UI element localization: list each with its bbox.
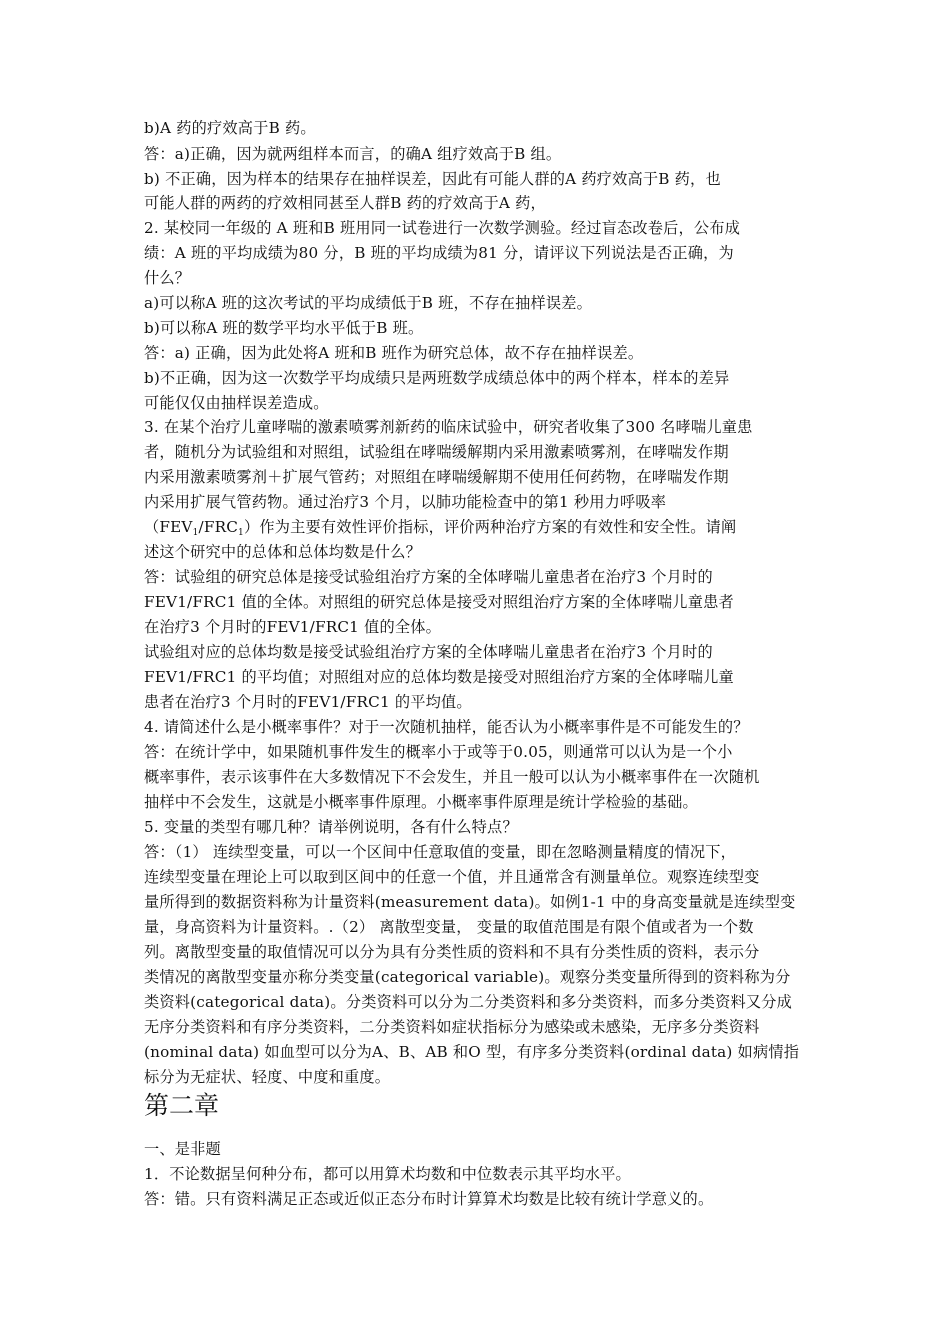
text-line: 内采用扩展气管药物。通过治疗3 个月，以肺功能检查中的第1 秒用力呼吸率 bbox=[144, 493, 667, 511]
text-line: 绩：A 班的平均成绩为80 分，B 班的平均成绩为81 分，请评议下列说法是否正确，为 bbox=[144, 244, 734, 262]
text-line: 列。离散型变量的取值情况可以分为具有分类性质的资料和不具有分类性质的资料，表示分 bbox=[144, 943, 760, 961]
text-line: 抽样中不会发生，这就是小概率事件原理。小概率事件原理是统计学检验的基础。 bbox=[144, 793, 698, 811]
fev-prefix: （FEV bbox=[144, 518, 193, 536]
text-line: 答：试验组的研究总体是接受试验组治疗方案的全体哮喘儿童患者在治疗3 个月时的 bbox=[144, 568, 713, 586]
chapter-heading: 第二章 bbox=[144, 1091, 220, 1120]
text-line: 在治疗3 个月时的FEV1/FRC1 值的全体。 bbox=[144, 618, 441, 636]
text-line: 答：（1） 连续型变量，可以一个区间中任意取值的变量，即在忽略测量精度的情况下， bbox=[144, 843, 737, 861]
text-line: 类情况的离散型变量亦称分类变量(categorical variable)。观察分类变量所得到的资料称为分 bbox=[144, 968, 791, 986]
text-line: 什么？ bbox=[144, 269, 191, 287]
text-line: (nominal data) 如血型可以分为A、B、AB 和O 型，有序多分类资料(ordinal data) 如病情指 bbox=[144, 1043, 800, 1061]
text-line: b) 不正确，因为样本的结果存在抽样误差，因此有可能人群的A 药疗效高于B 药，也 bbox=[144, 170, 721, 188]
text-line: 量所得到的数据资料称为计量资料(measurement data)。如例1-1 中的身高变量就是连续型变 bbox=[144, 893, 796, 911]
frc-subscript: 1 bbox=[238, 528, 244, 538]
text-line: 量，身高资料为计量资料。.（2） 离散型变量， 变量的取值范围是有限个值或者为一个数 bbox=[144, 918, 754, 936]
text-line: 无序分类资料和有序分类资料，二分类资料如症状指标分为感染或未感染，无序多分类资料 bbox=[144, 1018, 760, 1036]
frc-text: /FRC bbox=[198, 518, 239, 536]
text-line: b)A 药的疗效高于B 药。 bbox=[144, 119, 316, 137]
question-4: 4. 请简述什么是小概率事件？对于一次随机抽样，能否认为小概率事件是不可能发生的？ bbox=[144, 718, 749, 736]
text-line: 答：a) 正确，因为此处将A 班和B 班作为研究总体，故不存在抽样误差。 bbox=[144, 344, 644, 362]
text-line: 述这个研究中的总体和总体均数是什么？ bbox=[144, 543, 421, 561]
text-line: 者，随机分为试验组和对照组，试验组在哮喘缓解期内采用激素喷雾剂，在哮喘发作期 bbox=[144, 443, 729, 461]
fev-suffix: ）作为主要有效性评价指标，评价两种治疗方案的有效性和安全性。请阐 bbox=[243, 518, 737, 536]
text-line: 类资料(categorical data)。分类资料可以分为二分类资料和多分类资料，而多分类资料又分成 bbox=[144, 993, 793, 1011]
text-line: 患者在治疗3 个月时的FEV1/FRC1 的平均值。 bbox=[144, 693, 472, 711]
text-line: 可能人群的两药的疗效相同甚至人群B 药的疗效高于A 药， bbox=[144, 194, 546, 212]
text-line: 答：错。只有资料满足正态或近似正态分布时计算算术均数是比较有统计学意义的。 bbox=[144, 1190, 714, 1208]
text-line: 连续型变量在理论上可以取到区间中的任意一个值，并且通常含有测量单位。观察连续型变 bbox=[144, 868, 760, 886]
text-line: 可能仅仅由抽样误差造成。 bbox=[144, 394, 329, 412]
section-heading: 一、是非题 bbox=[144, 1140, 221, 1158]
text-line: 标分为无症状、轻度、中度和重度。 bbox=[144, 1068, 391, 1086]
text-line: 答：在统计学中，如果随机事件发生的概率小于或等于0.05，则通常可以认为是一个小 bbox=[144, 743, 733, 761]
text-line: 内采用激素喷雾剂＋扩展气管药；对照组在哮喘缓解期不使用任何药物，在哮喘发作期 bbox=[144, 468, 729, 486]
text-line: b)不正确，因为这一次数学平均成绩只是两班数学成绩总体中的两个样本，样本的差异 bbox=[144, 369, 730, 387]
question-3: 3. 在某个治疗儿童哮喘的激素喷雾剂新药的临床试验中，研究者收集了300 名哮喘儿童患 bbox=[144, 418, 753, 436]
text-line: 1．不论数据呈何种分布，都可以用算术均数和中位数表示其平均水平。 bbox=[144, 1165, 631, 1183]
text-line: FEV1/FRC1 值的全体。对照组的研究总体是接受对照组治疗方案的全体哮喘儿童患者 bbox=[144, 593, 734, 611]
text-line: 试验组对应的总体均数是接受试验组治疗方案的全体哮喘儿童患者在治疗3 个月时的 bbox=[144, 643, 713, 661]
fev-line bbox=[144, 517, 736, 543]
text-line: b)可以称A 班的数学平均水平低于B 班。 bbox=[144, 319, 424, 337]
fev-subscript: 1 bbox=[192, 528, 199, 538]
question-5: 5. 变量的类型有哪几种？请举例说明，各有什么特点？ bbox=[144, 818, 518, 836]
question-2: 2. 某校同一年级的 A 班和B 班用同一试卷进行一次数学测验。经过盲态改卷后，公布成 bbox=[144, 219, 741, 237]
text-line: a)可以称A 班的这次考试的平均成绩低于B 班，不存在抽样误差。 bbox=[144, 294, 593, 312]
text-line: 概率事件，表示该事件在大多数情况下不会发生，并且一般可以认为小概率事件在一次随机 bbox=[144, 768, 760, 786]
text-line: FEV1/FRC1 的平均值；对照组对应的总体均数是接受对照组治疗方案的全体哮喘儿童 bbox=[144, 668, 734, 686]
text-line: 答：a)正确，因为就两组样本而言，的确A 组疗效高于B 组。 bbox=[144, 145, 562, 163]
